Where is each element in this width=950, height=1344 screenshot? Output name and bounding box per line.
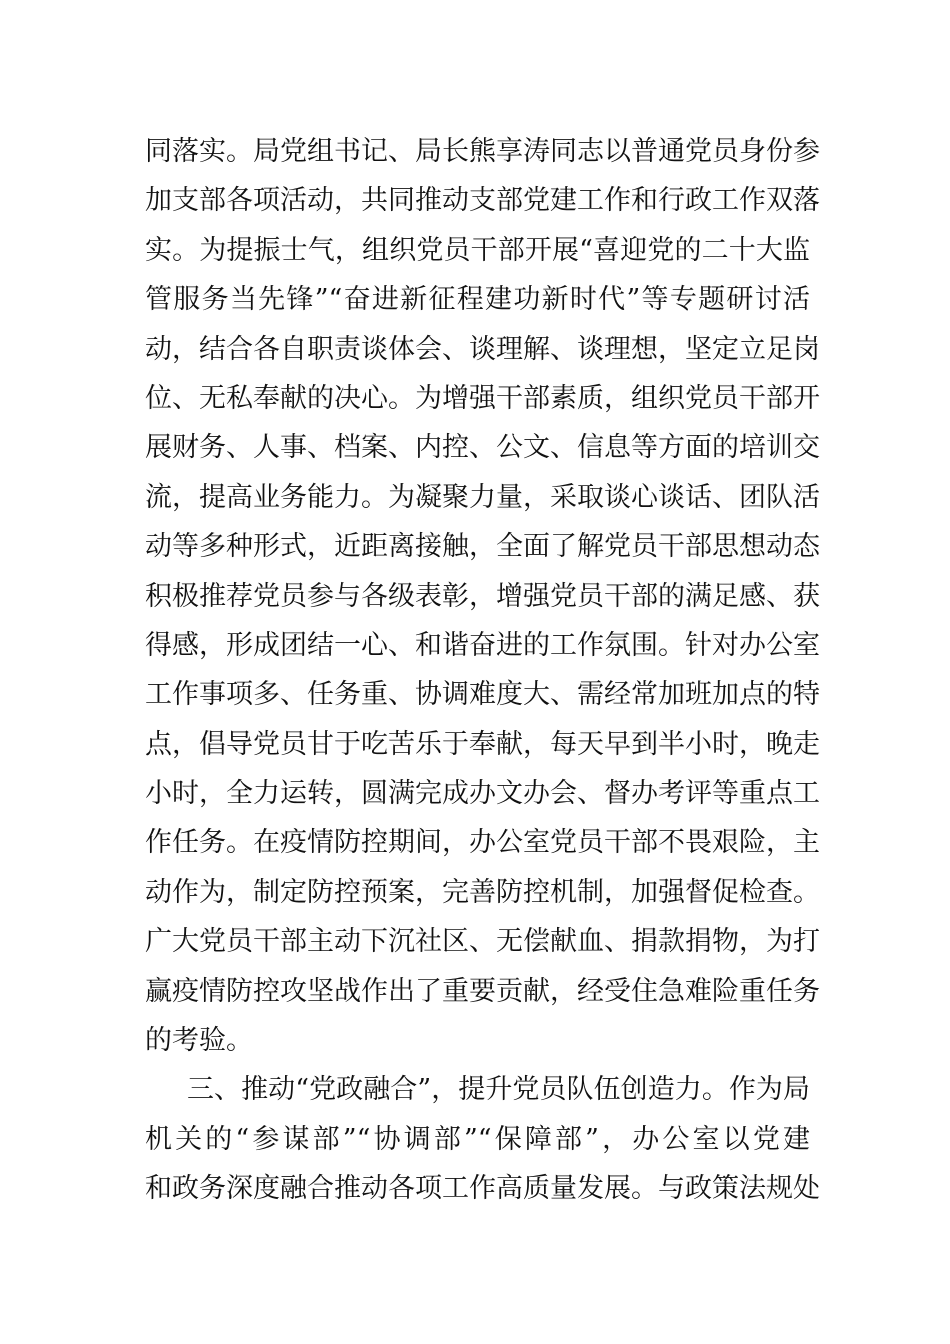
paragraph-1-line: 广大党员干部主动下沉社区、无偿献血、捐款捐物，为打 bbox=[145, 926, 820, 958]
paragraph-1-line: 同落实。局党组书记、局长熊享涛同志以普通党员身份参 bbox=[145, 136, 820, 167]
paragraph-1-line: 得感，形成团结一心、和谐奋进的工作氛围。针对办公室 bbox=[145, 629, 820, 661]
paragraph-2-line: 机关的“参谋部”“协调部”“保障部”，办公室以党建 bbox=[145, 1123, 810, 1155]
paragraph-1-line: 积极推荐党员参与各级表彰，增强党员干部的满足感、获 bbox=[145, 580, 820, 612]
paragraph-1-line: 的考验。 bbox=[145, 1025, 253, 1057]
paragraph-1-line: 实。为提振士气，组织党员干部开展“喜迎党的二十大监 bbox=[145, 234, 810, 266]
paragraph-1-line: 位、无私奉献的决心。为增强干部素质，组织党员干部开 bbox=[145, 382, 820, 414]
paragraph-2-line: 和政务深度融合推动各项工作高质量发展。与政策法规处 bbox=[145, 1173, 820, 1205]
paragraph-1-line: 流，提高业务能力。为凝聚力量，采取谈心谈话、团队活 bbox=[145, 481, 820, 513]
paragraph-2-line: 三、推动“党政融合”，提升党员队伍创造力。作为局 bbox=[187, 1074, 810, 1106]
paragraph-1-line: 作任务。在疫情防控期间，办公室党员干部不畏艰险，主 bbox=[145, 827, 820, 859]
paragraph-1-line: 动，结合各自职责谈体会、谈理解、谈理想，坚定立足岗 bbox=[145, 333, 820, 365]
paragraph-1-line: 工作事项多、任务重、协调难度大、需经常加班加点的特 bbox=[145, 679, 820, 711]
paragraph-1-line: 动等多种形式，近距离接触，全面了解党员干部思想动态 bbox=[145, 531, 820, 563]
paragraph-1-line: 小时，全力运转，圆满完成办文办会、督办考评等重点工 bbox=[145, 778, 820, 810]
paragraph-1-line: 展财务、人事、档案、内控、公文、信息等方面的培训交 bbox=[145, 432, 820, 464]
paragraph-1-line: 动作为，制定防控预案，完善防控机制，加强督促检查。 bbox=[145, 876, 820, 908]
paragraph-1-line: 赢疫情防控攻坚战作出了重要贡献，经受住急难险重任务 bbox=[145, 975, 820, 1007]
paragraph-1-line: 管服务当先锋”“奋进新征程建功新时代”等专题研讨活 bbox=[145, 284, 810, 316]
body-text bbox=[145, 127, 820, 1214]
paragraph-1-line: 点，倡导党员甘于吃苦乐于奉献，每天早到半小时，晚走 bbox=[145, 728, 820, 760]
paragraph-1-line: 加支部各项活动，共同推动支部党建工作和行政工作双落 bbox=[145, 185, 820, 217]
